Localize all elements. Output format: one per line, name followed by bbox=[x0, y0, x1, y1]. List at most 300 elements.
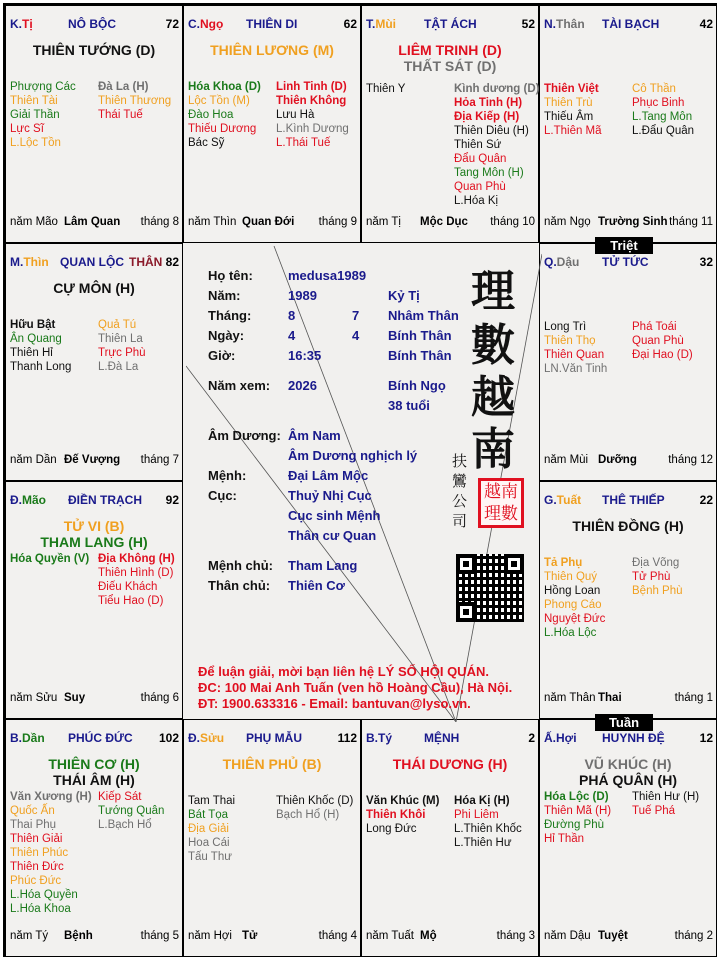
palace-title: NÔ BỘC bbox=[68, 17, 116, 31]
minor-star: Quốc Ấn bbox=[10, 805, 55, 817]
minor-star: L.Hóa Kị bbox=[454, 195, 499, 207]
palace-header bbox=[188, 731, 357, 745]
palace-name bbox=[68, 17, 116, 31]
info-year-canchi: Kỷ Tị bbox=[388, 288, 420, 303]
palace-title: PHÚC ĐỨC bbox=[68, 731, 133, 745]
minor-star: Bệnh Phù bbox=[632, 585, 683, 597]
palace-cell[interactable] bbox=[361, 5, 539, 243]
palace-cell[interactable] bbox=[361, 719, 539, 957]
minor-star: Thiên Y bbox=[366, 83, 406, 95]
minor-star: Thiên Diêu (H) bbox=[454, 125, 529, 137]
qr-code[interactable] bbox=[456, 554, 524, 622]
palace-header bbox=[366, 731, 535, 745]
minor-star: L.Thiên Khốc bbox=[454, 823, 522, 835]
branch-label bbox=[366, 731, 392, 745]
contact-info bbox=[198, 664, 512, 712]
minor-star: Tiểu Hao (D) bbox=[98, 595, 164, 607]
minor-star: Thiếu Âm bbox=[544, 111, 594, 123]
palace-title: THIÊN DI bbox=[246, 17, 298, 31]
branch-label bbox=[544, 731, 577, 745]
age-range: 12 bbox=[699, 731, 713, 745]
palace-header bbox=[10, 17, 179, 31]
star-column-right bbox=[632, 556, 683, 598]
palace-footer bbox=[10, 216, 179, 230]
age-range: 22 bbox=[699, 493, 713, 507]
minor-star: L.Hóa Khoa bbox=[10, 903, 71, 915]
minor-star: Tả Phụ bbox=[544, 557, 583, 569]
main-stars bbox=[184, 42, 360, 58]
star-column-left bbox=[544, 556, 605, 640]
minor-star: Phúc Đức bbox=[10, 875, 62, 887]
palace-header bbox=[10, 493, 179, 507]
minor-star: Phi Liêm bbox=[454, 809, 499, 821]
palace-header bbox=[188, 17, 357, 31]
minor-star: Giải Thần bbox=[10, 109, 60, 121]
main-stars bbox=[362, 756, 538, 772]
logo-small-char: 司 bbox=[452, 512, 468, 530]
star-column-left bbox=[366, 794, 439, 836]
star-column-left bbox=[366, 82, 405, 96]
branch-prefix: Đ. bbox=[188, 731, 200, 745]
minor-star: Tướng Quân bbox=[98, 805, 165, 817]
branch-name: Sửu bbox=[200, 731, 225, 745]
minor-star: Đà La (H) bbox=[98, 81, 149, 93]
star-column-right bbox=[632, 320, 693, 362]
minor-star: Tấu Thư bbox=[188, 851, 232, 863]
main-stars bbox=[6, 280, 182, 296]
age-range: 82 bbox=[165, 255, 179, 269]
minor-star: L.Đẩu Quân bbox=[632, 125, 695, 137]
minor-star: Tam Thai bbox=[188, 795, 236, 807]
palace-cell[interactable] bbox=[539, 719, 717, 957]
main-star: THIÊN LƯƠNG (M) bbox=[210, 42, 334, 58]
minor-star: Hóa Khoa (D) bbox=[188, 81, 261, 93]
life-stage: Tuyệt bbox=[598, 930, 628, 942]
minor-star: Đại Hao (D) bbox=[632, 349, 693, 361]
minor-star: L.Tang Môn bbox=[632, 111, 693, 123]
star-column-left bbox=[10, 80, 76, 150]
palace-cell[interactable] bbox=[539, 481, 717, 719]
info-menh-label: Mệnh: bbox=[208, 468, 247, 483]
main-star: THIÊN ĐỒNG (H) bbox=[572, 518, 684, 534]
info-month-label: Tháng: bbox=[208, 308, 252, 323]
month-label: tháng 6 bbox=[140, 692, 179, 704]
main-stars bbox=[6, 518, 182, 550]
palace-footer bbox=[188, 216, 357, 230]
info-thanchu-label: Thân chủ: bbox=[208, 578, 271, 593]
branch-prefix: C. bbox=[188, 17, 200, 31]
year-label: năm Hợi bbox=[188, 930, 232, 942]
info-hour: 16:35 bbox=[288, 348, 322, 363]
minor-star: Thiên Giải bbox=[10, 833, 63, 845]
palace-name bbox=[424, 731, 459, 745]
palace-footer bbox=[544, 692, 713, 706]
minor-star: Thiên Phúc bbox=[10, 847, 69, 859]
minor-star: L.Lộc Tồn bbox=[10, 137, 61, 149]
minor-star: Hồng Loan bbox=[544, 585, 601, 597]
life-stage: Dưỡng bbox=[598, 454, 637, 466]
branch-prefix: T. bbox=[366, 17, 376, 31]
minor-star: Địa Giải bbox=[188, 823, 229, 835]
branch-prefix: M. bbox=[10, 255, 24, 269]
branch-label bbox=[544, 17, 585, 31]
info-name: medusa1989 bbox=[288, 268, 367, 283]
year-label: năm Tuất bbox=[366, 930, 414, 942]
minor-star: L.Hóa Quyền bbox=[10, 889, 78, 901]
star-column-left bbox=[188, 80, 261, 150]
life-stage: Mộ bbox=[420, 930, 437, 942]
minor-star: Linh Tinh (D) bbox=[276, 81, 347, 93]
info-thanchu: Thiên Cơ bbox=[288, 578, 345, 593]
red-seal: 越南 理數 bbox=[478, 478, 524, 528]
info-view-year: 2026 bbox=[288, 378, 317, 393]
minor-star: Bạch Hổ (H) bbox=[276, 809, 340, 821]
star-column-left bbox=[188, 794, 235, 864]
palace-footer bbox=[10, 930, 179, 944]
life-stage: Quan Đới bbox=[242, 216, 295, 228]
palace-name bbox=[68, 493, 142, 507]
age-range: 112 bbox=[337, 731, 357, 745]
main-star: THAM LANG (H) bbox=[40, 534, 148, 550]
minor-star: Lưu Hà bbox=[276, 109, 315, 121]
minor-star: Thiên Quan bbox=[544, 349, 605, 361]
age-range: 52 bbox=[521, 17, 535, 31]
info-cuc-label: Cục: bbox=[208, 488, 237, 503]
info-month-lunar: 7 bbox=[352, 308, 360, 323]
minor-star: Phục Binh bbox=[632, 97, 685, 109]
star-column-left bbox=[544, 320, 607, 376]
info-menhchu: Tham Lang bbox=[288, 558, 358, 573]
info-month-solar: 8 bbox=[288, 308, 296, 323]
main-star: THÁI DƯƠNG (H) bbox=[392, 756, 508, 772]
logo-small-char: 公 bbox=[452, 492, 468, 510]
star-column-right bbox=[98, 80, 171, 122]
minor-star: Thái Tuế bbox=[98, 109, 143, 121]
minor-star: Địa Võng bbox=[632, 557, 680, 569]
palace-footer bbox=[366, 930, 535, 944]
minor-star: Thiên Không bbox=[276, 95, 347, 107]
minor-star: Long Trì bbox=[544, 321, 587, 333]
info-year-label: Năm: bbox=[208, 288, 241, 303]
minor-star: Đào Hoa bbox=[188, 109, 234, 121]
life-stage: Lâm Quan bbox=[64, 216, 121, 228]
palace-cell[interactable] bbox=[5, 243, 183, 481]
month-label: tháng 10 bbox=[490, 216, 535, 228]
main-star: THẤT SÁT (D) bbox=[403, 58, 497, 74]
star-column-left bbox=[10, 318, 71, 374]
life-stage: Mộc Dục bbox=[420, 216, 468, 228]
minor-star: Phượng Các bbox=[10, 81, 76, 93]
minor-star: Thiên Thọ bbox=[544, 335, 596, 347]
info-cuc-note2: Thân cư Quan bbox=[288, 528, 377, 543]
minor-star: Thai Phụ bbox=[10, 819, 57, 831]
year-label: năm Tý bbox=[10, 930, 49, 942]
branch-name: Thân bbox=[556, 17, 585, 31]
main-star: VŨ KHÚC (H) bbox=[584, 756, 672, 772]
palace-footer bbox=[10, 454, 179, 468]
branch-label bbox=[188, 17, 223, 31]
branch-label bbox=[544, 493, 581, 507]
triet-marker: Triệt bbox=[595, 237, 653, 254]
main-stars bbox=[6, 756, 182, 788]
palace-title: QUAN LỘC bbox=[60, 255, 124, 269]
minor-star: Thiên Khốc (D) bbox=[276, 795, 354, 807]
branch-prefix: N. bbox=[544, 17, 556, 31]
branch-label bbox=[188, 731, 224, 745]
contact-line: ĐC: 100 Mai Anh Tuấn (ven hồ Hoàng Cầu), Hà Nội. bbox=[198, 680, 513, 695]
palace-footer bbox=[366, 216, 535, 230]
minor-star: Hỉ Thần bbox=[544, 833, 585, 845]
palace-name bbox=[602, 255, 649, 269]
minor-star: Quan Phù bbox=[454, 181, 506, 193]
palace-title: TÀI BẠCH bbox=[602, 17, 660, 31]
year-label: năm Thân bbox=[544, 692, 596, 704]
age-range: 42 bbox=[699, 17, 713, 31]
palace-footer bbox=[544, 454, 713, 468]
star-column-right bbox=[98, 318, 146, 374]
branch-prefix: Đ. bbox=[10, 493, 22, 507]
branch-label bbox=[10, 255, 49, 269]
main-star: TỬ VI (B) bbox=[63, 518, 125, 534]
palace-title: HUYNH ĐỆ bbox=[602, 731, 665, 745]
life-stage: Thai bbox=[598, 692, 622, 704]
year-label: năm Tị bbox=[366, 216, 401, 228]
info-view-canchi: Bính Ngọ bbox=[388, 378, 446, 393]
age-range: 92 bbox=[165, 493, 179, 507]
palace-title: TẬT ÁCH bbox=[424, 17, 477, 31]
main-star: THIÊN CƠ (H) bbox=[48, 756, 140, 772]
month-label: tháng 2 bbox=[674, 930, 713, 942]
year-label: năm Dần bbox=[10, 454, 57, 466]
minor-star: Lực Sĩ bbox=[10, 123, 44, 135]
palace-title: PHỤ MẪU bbox=[246, 731, 302, 745]
main-star: LIÊM TRINH (D) bbox=[398, 42, 502, 58]
main-stars bbox=[540, 518, 716, 534]
palace-cell[interactable] bbox=[183, 719, 361, 957]
month-label: tháng 7 bbox=[140, 454, 179, 466]
palace-name bbox=[68, 731, 133, 745]
minor-star: Lộc Tồn (M) bbox=[188, 95, 250, 107]
branch-name: Tuất bbox=[556, 493, 582, 507]
minor-star: Tuế Phá bbox=[632, 805, 676, 817]
branch-name: Mùi bbox=[375, 17, 397, 31]
branch-name: Tý bbox=[378, 731, 393, 745]
main-stars bbox=[184, 756, 360, 772]
palace-cell[interactable] bbox=[5, 481, 183, 719]
minor-star: Ân Quang bbox=[10, 333, 62, 345]
contact-line: ĐT: 1900.633316 - Email: bantuvan@lyso.vn. bbox=[198, 696, 471, 711]
minor-star: Thiên Sứ bbox=[454, 139, 502, 151]
minor-star: Quan Phù bbox=[632, 335, 684, 347]
main-star: THIÊN PHỦ (B) bbox=[222, 756, 322, 772]
star-column-right bbox=[276, 794, 353, 822]
life-stage: Bệnh bbox=[64, 930, 93, 942]
minor-star: Thiên Trù bbox=[544, 97, 593, 109]
info-day-lunar: 4 bbox=[352, 328, 360, 343]
info-name-label: Họ tên: bbox=[208, 268, 253, 283]
info-age: 38 tuổi bbox=[388, 398, 430, 413]
branch-prefix: B. bbox=[10, 731, 22, 745]
year-label: năm Dậu bbox=[544, 930, 591, 942]
minor-star: Địa Không (H) bbox=[98, 553, 175, 565]
main-stars bbox=[540, 756, 716, 788]
palace-title: TỬ TỨC bbox=[602, 255, 649, 269]
minor-star: Quả Tú bbox=[98, 319, 137, 331]
logo-char: 數 bbox=[471, 320, 515, 371]
palace-title: THÊ THIẾP bbox=[602, 493, 665, 507]
main-star: PHÁ QUÂN (H) bbox=[579, 772, 677, 788]
info-day-solar: 4 bbox=[288, 328, 296, 343]
palace-footer bbox=[188, 930, 357, 944]
info-day-label: Ngày: bbox=[208, 328, 245, 343]
life-stage: Trường Sinh bbox=[598, 216, 668, 228]
palace-name bbox=[602, 17, 659, 31]
branch-name: Mão bbox=[22, 493, 46, 507]
branch-label bbox=[10, 17, 33, 31]
year-label: năm Thìn bbox=[188, 216, 237, 228]
minor-star: Thiên Khôi bbox=[366, 809, 426, 821]
minor-star: Cô Thần bbox=[632, 83, 676, 95]
minor-star: Thiên Đức bbox=[10, 861, 64, 873]
minor-star: Kiếp Sát bbox=[98, 791, 142, 803]
life-stage: Đế Vượng bbox=[64, 454, 121, 466]
main-stars bbox=[362, 42, 538, 74]
logo-small-char: 鸞 bbox=[452, 472, 468, 490]
star-column-right bbox=[98, 790, 164, 832]
year-label: năm Ngọ bbox=[544, 216, 591, 228]
minor-star: Thiên Mã (H) bbox=[544, 805, 612, 817]
palace-header bbox=[544, 17, 713, 31]
minor-star: Thiên Hỉ bbox=[10, 347, 53, 359]
palace-name bbox=[60, 255, 162, 269]
minor-star: Điếu Khách bbox=[98, 581, 158, 593]
minor-star: L.Kình Dương bbox=[276, 123, 349, 135]
month-label: tháng 5 bbox=[140, 930, 179, 942]
star-column-right bbox=[98, 552, 175, 608]
palace-footer bbox=[10, 692, 179, 706]
info-year: 1989 bbox=[288, 288, 317, 303]
palace-title: MỆNH bbox=[424, 731, 460, 745]
month-label: tháng 3 bbox=[496, 930, 535, 942]
palace-cell[interactable] bbox=[5, 719, 183, 957]
minor-star: Thiên Hư (H) bbox=[632, 791, 700, 803]
age-range: 32 bbox=[699, 255, 713, 269]
month-label: tháng 9 bbox=[318, 216, 357, 228]
branch-label bbox=[10, 731, 45, 745]
palace-name bbox=[246, 17, 297, 31]
age-range: 72 bbox=[165, 17, 179, 31]
minor-star: Hóa Quyền (V) bbox=[10, 553, 90, 565]
minor-star: Trực Phù bbox=[98, 347, 146, 359]
minor-star: Phong Cáo bbox=[544, 599, 602, 611]
info-cuc: Thuỷ Nhị Cục bbox=[288, 488, 372, 503]
palace-cell[interactable] bbox=[5, 5, 183, 243]
palace-name bbox=[602, 493, 665, 507]
logo-small-char: 扶 bbox=[452, 452, 468, 470]
month-label: tháng 8 bbox=[140, 216, 179, 228]
minor-star: L.Hóa Lộc bbox=[544, 627, 597, 639]
minor-star: Đẩu Quân bbox=[454, 153, 507, 165]
info-month-canchi: Nhâm Thân bbox=[388, 308, 459, 323]
minor-star: Hỏa Tinh (H) bbox=[454, 97, 523, 109]
minor-star: Kình dương (D) bbox=[454, 83, 540, 95]
minor-star: Bác Sỹ bbox=[188, 137, 225, 149]
branch-prefix: K. bbox=[10, 17, 22, 31]
minor-star: Nguyệt Đức bbox=[544, 613, 606, 625]
age-range: 62 bbox=[343, 17, 357, 31]
star-column-left bbox=[544, 82, 602, 138]
branch-name: Thìn bbox=[23, 255, 49, 269]
star-column-left bbox=[544, 790, 611, 846]
minor-star: Thiên Quý bbox=[544, 571, 598, 583]
month-label: tháng 12 bbox=[668, 454, 713, 466]
main-star: CỰ MÔN (H) bbox=[53, 280, 135, 296]
branch-label bbox=[366, 17, 396, 31]
minor-star: L.Thiên Hư bbox=[454, 837, 512, 849]
logo-char: 越 bbox=[471, 372, 515, 423]
minor-star: LN.Văn Tinh bbox=[544, 363, 608, 375]
main-star: THÁI ÂM (H) bbox=[53, 772, 135, 788]
star-column-right bbox=[632, 82, 694, 138]
month-label: tháng 4 bbox=[318, 930, 357, 942]
contact-line: Để luận giải, mời bạn liên hệ LÝ SỐ HỘI QUÁN. bbox=[198, 664, 489, 679]
center-info-panel bbox=[186, 246, 542, 722]
star-column-right bbox=[454, 794, 522, 850]
logo-char: 南 bbox=[471, 424, 515, 475]
minor-star: Thiên Hình (D) bbox=[98, 567, 174, 579]
palace-cell[interactable] bbox=[183, 5, 361, 243]
branch-prefix: Q. bbox=[544, 255, 557, 269]
minor-star: Thiên Việt bbox=[544, 83, 599, 95]
palace-cell[interactable] bbox=[539, 5, 717, 243]
main-stars bbox=[6, 42, 182, 58]
minor-star: Thiên Thương bbox=[98, 95, 172, 107]
palace-header bbox=[366, 17, 535, 31]
minor-star: Đường Phù bbox=[544, 819, 604, 831]
minor-star: Văn Xương (H) bbox=[10, 791, 92, 803]
branch-label bbox=[10, 493, 46, 507]
palace-name bbox=[424, 17, 477, 31]
minor-star: Phá Toái bbox=[632, 321, 677, 333]
age-range: 102 bbox=[158, 731, 179, 745]
age-range: 2 bbox=[528, 731, 535, 745]
branch-prefix: Ấ. bbox=[544, 731, 556, 745]
info-view-label: Năm xem: bbox=[208, 378, 271, 393]
minor-star: L.Thiên Mã bbox=[544, 125, 602, 137]
palace-header bbox=[10, 731, 179, 745]
info-cuc-note1: Cục sinh Mệnh bbox=[288, 508, 381, 523]
year-label: năm Mùi bbox=[544, 454, 589, 466]
minor-star: L.Thái Tuế bbox=[276, 137, 331, 149]
minor-star: Tử Phù bbox=[632, 571, 671, 583]
year-label: năm Sửu bbox=[10, 692, 58, 704]
palace-name bbox=[246, 731, 302, 745]
minor-star: Hữu Bật bbox=[10, 319, 56, 331]
info-menh: Đại Lâm Mộc bbox=[288, 468, 369, 483]
minor-star: Văn Khúc (M) bbox=[366, 795, 440, 807]
palace-title: ĐIỀN TRẠCH bbox=[68, 493, 142, 507]
minor-star: Hóa Lộc (D) bbox=[544, 791, 609, 803]
minor-star: Thiếu Dương bbox=[188, 123, 257, 135]
palace-header bbox=[544, 255, 713, 269]
star-column-left bbox=[10, 790, 92, 916]
branch-name: Hợi bbox=[556, 731, 577, 745]
branch-name: Tị bbox=[22, 17, 33, 31]
tuan-marker: Tuần bbox=[595, 714, 653, 731]
branch-name: Dần bbox=[22, 731, 45, 745]
minor-star: Hoa Cái bbox=[188, 837, 230, 849]
palace-cell[interactable] bbox=[539, 243, 717, 481]
